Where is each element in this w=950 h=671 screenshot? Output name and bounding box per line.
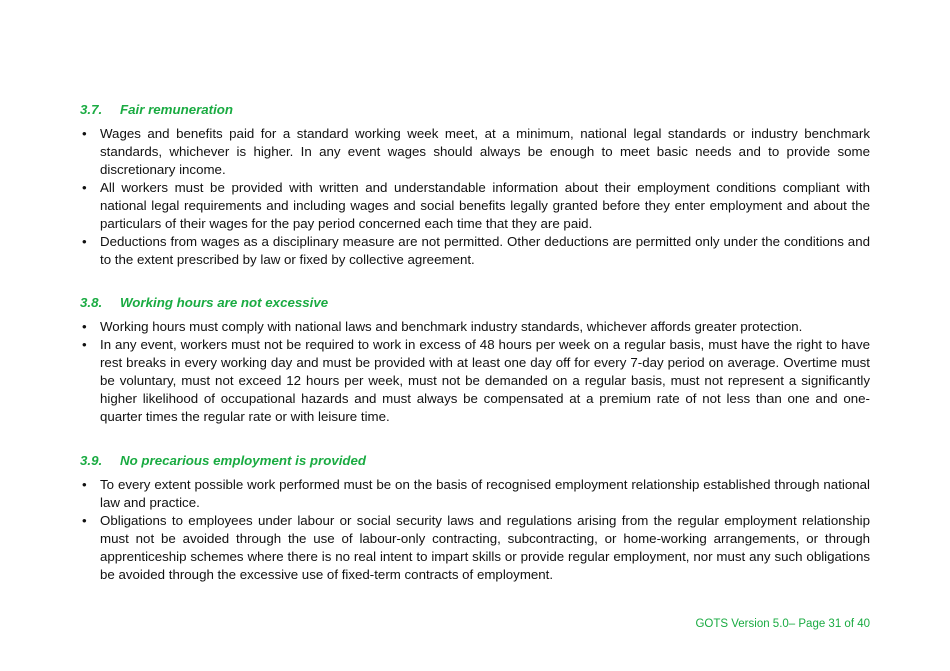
bullet-icon: • [82, 126, 87, 141]
list-item-text: Deductions from wages as a disciplinary measure are not permitted. Other deductions are permitted only under the conditions and to the extent prescribed by law or fixed by collective agreement. [100, 234, 870, 267]
list-item [80, 336, 870, 426]
section-number: 3.9. [80, 453, 103, 468]
list-item [80, 476, 870, 512]
bullet-icon: • [82, 513, 87, 528]
list-item-text: Obligations to employees under labour or social security laws and regulations arising from the regular employment relationship must not be avoided through the use of labour-only contracting, subcontracting, or home-working arrangements, or through apprenticeship schemes where there is no real intent to impart skills or provide regular employment, nor must any such obligations be avoided through the excessive use of fixed-term contracts of employment. [100, 513, 870, 582]
section-number: 3.7. [80, 102, 103, 117]
bullet-icon: • [82, 319, 87, 334]
section-fair-remuneration [80, 101, 870, 269]
page-footer: GOTS Version 5.0– Page 31 of 40 [695, 618, 870, 630]
section-heading [80, 294, 870, 312]
section-title: Fair remuneration [120, 102, 234, 117]
list-item [80, 125, 870, 179]
section-working-hours [80, 294, 870, 426]
list-item [80, 233, 870, 269]
section-heading [80, 101, 870, 119]
section-title: Working hours are not excessive [120, 295, 329, 310]
bullet-icon: • [82, 180, 87, 195]
list-item-text: All workers must be provided with written and understandable information about their employment conditions compliant with national legal requirements and including wages and social benefits legally granted before they enter employment and about the particulars of their wages for the pay period concerned each time that they are paid. [100, 180, 870, 231]
bullet-icon: • [82, 234, 87, 249]
section-precarious-employment [80, 452, 870, 584]
list-item [80, 512, 870, 584]
bullet-icon: • [82, 337, 87, 352]
bullet-list [80, 318, 870, 426]
list-item-text: Working hours must comply with national laws and benchmark industry standards, whichever affords greater protection. [100, 319, 803, 334]
bullet-icon: • [82, 477, 87, 492]
list-item [80, 179, 870, 233]
list-item-text: In any event, workers must not be required to work in excess of 48 hours per week on a regular basis, must have the right to have rest breaks in every working day and must be provided with at least one day off for every 7-day period on average. Overtime must be voluntary, must not exceed 12 hours per week, must not be demanded on a regular basis, must not represent a significantly higher likelihood of occupational hazards and must always be compensated at a premium rate of not less than one and one-quarter times the regular rate or with leisure time. [100, 337, 870, 424]
section-title: No precarious employment is provided [120, 453, 367, 468]
list-item [80, 318, 870, 336]
section-heading [80, 452, 870, 470]
list-item-text: Wages and benefits paid for a standard working week meet, at a minimum, national legal standards or industry benchmark standards, whichever is higher. In any event wages should always be enough to meet basic needs and to provide some discretionary income. [100, 126, 870, 177]
bullet-list [80, 476, 870, 584]
section-number: 3.8. [80, 295, 103, 310]
list-item-text: To every extent possible work performed must be on the basis of recognised employment relationship established through national law and practice. [100, 477, 870, 510]
bullet-list [80, 125, 870, 269]
